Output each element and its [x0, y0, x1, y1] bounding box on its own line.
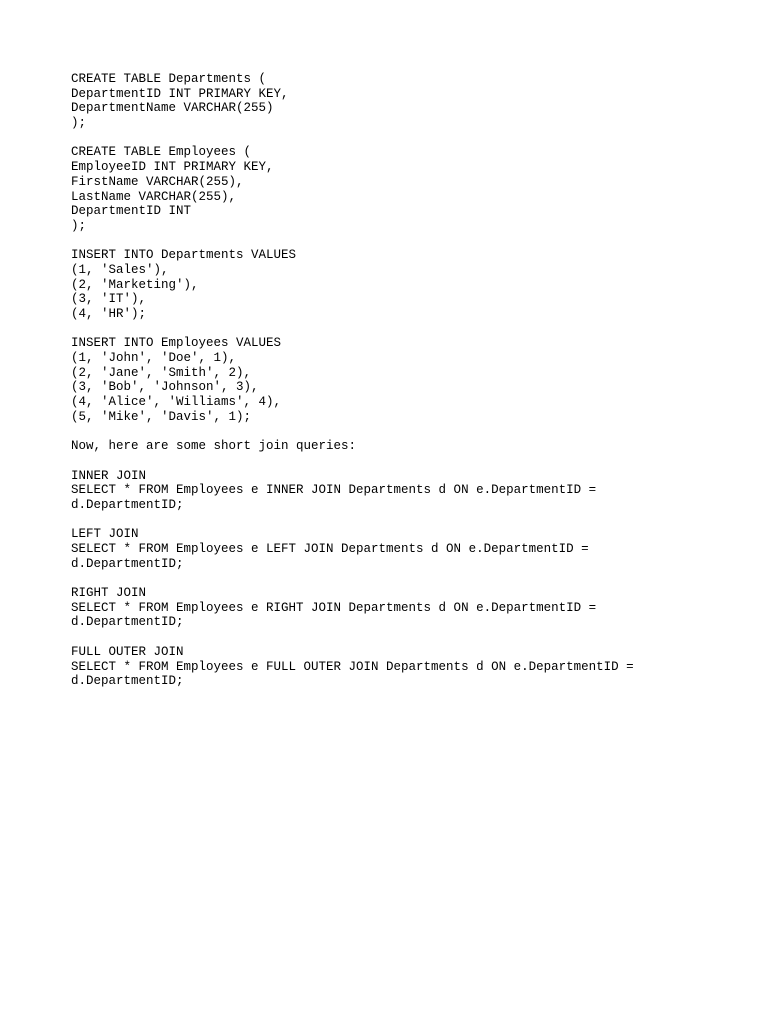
query-heading: FULL OUTER JOIN	[71, 644, 184, 659]
left-join-query	[71, 527, 711, 571]
create-employees-statement	[71, 145, 711, 233]
code-line: SELECT * FROM Employees e FULL OUTER JOIN Departments d ON e.DepartmentID =	[71, 659, 634, 674]
code-line: EmployeeID INT PRIMARY KEY,	[71, 160, 274, 175]
code-line: FirstName VARCHAR(255),	[71, 174, 244, 189]
code-line: (3, 'IT'),	[71, 292, 147, 307]
code-line: INSERT INTO Employees VALUES	[71, 336, 282, 351]
code-line: SELECT * FROM Employees e RIGHT JOIN Departments d ON e.DepartmentID =	[71, 600, 597, 615]
code-line: (1, 'Sales'),	[71, 262, 169, 277]
create-departments-statement	[71, 72, 711, 131]
code-line: (4, 'Alice', 'Williams', 4),	[71, 395, 282, 410]
code-line: );	[71, 218, 87, 233]
insert-employees-statement	[71, 336, 711, 424]
code-line: (2, 'Marketing'),	[71, 277, 199, 292]
code-line: d.DepartmentID;	[71, 615, 184, 630]
code-line: (1, 'John', 'Doe', 1),	[71, 351, 237, 366]
code-line: (5, 'Mike', 'Davis', 1);	[71, 409, 252, 424]
right-join-query	[71, 586, 711, 630]
code-line: CREATE TABLE Departments (	[71, 72, 267, 86]
code-line: d.DepartmentID;	[71, 674, 184, 689]
join-intro-text	[71, 439, 711, 454]
full-outer-join-query	[71, 645, 711, 689]
code-line: DepartmentID INT	[71, 204, 192, 219]
code-line: LastName VARCHAR(255),	[71, 189, 237, 204]
query-heading: INNER JOIN	[71, 468, 147, 483]
text-line: Now, here are some short join queries:	[71, 439, 357, 454]
document-page	[71, 72, 711, 704]
code-line: SELECT * FROM Employees e LEFT JOIN Departments d ON e.DepartmentID =	[71, 542, 589, 556]
code-line: );	[71, 116, 87, 131]
code-line: CREATE TABLE Employees (	[71, 145, 252, 160]
insert-departments-statement	[71, 248, 711, 321]
code-line: (2, 'Jane', 'Smith', 2),	[71, 365, 252, 380]
code-line: SELECT * FROM Employees e INNER JOIN Departments d ON e.DepartmentID =	[71, 483, 597, 498]
code-line: INSERT INTO Departments VALUES	[71, 248, 297, 263]
code-line: (3, 'Bob', 'Johnson', 3),	[71, 380, 259, 395]
code-line: d.DepartmentID;	[71, 497, 184, 512]
code-line: DepartmentID INT PRIMARY KEY,	[71, 86, 289, 101]
query-heading: LEFT JOIN	[71, 527, 139, 542]
inner-join-query	[71, 469, 711, 513]
code-line: DepartmentName VARCHAR(255)	[71, 101, 274, 116]
code-line: d.DepartmentID;	[71, 556, 184, 571]
code-line: (4, 'HR');	[71, 307, 147, 321]
query-heading: RIGHT JOIN	[71, 586, 147, 601]
